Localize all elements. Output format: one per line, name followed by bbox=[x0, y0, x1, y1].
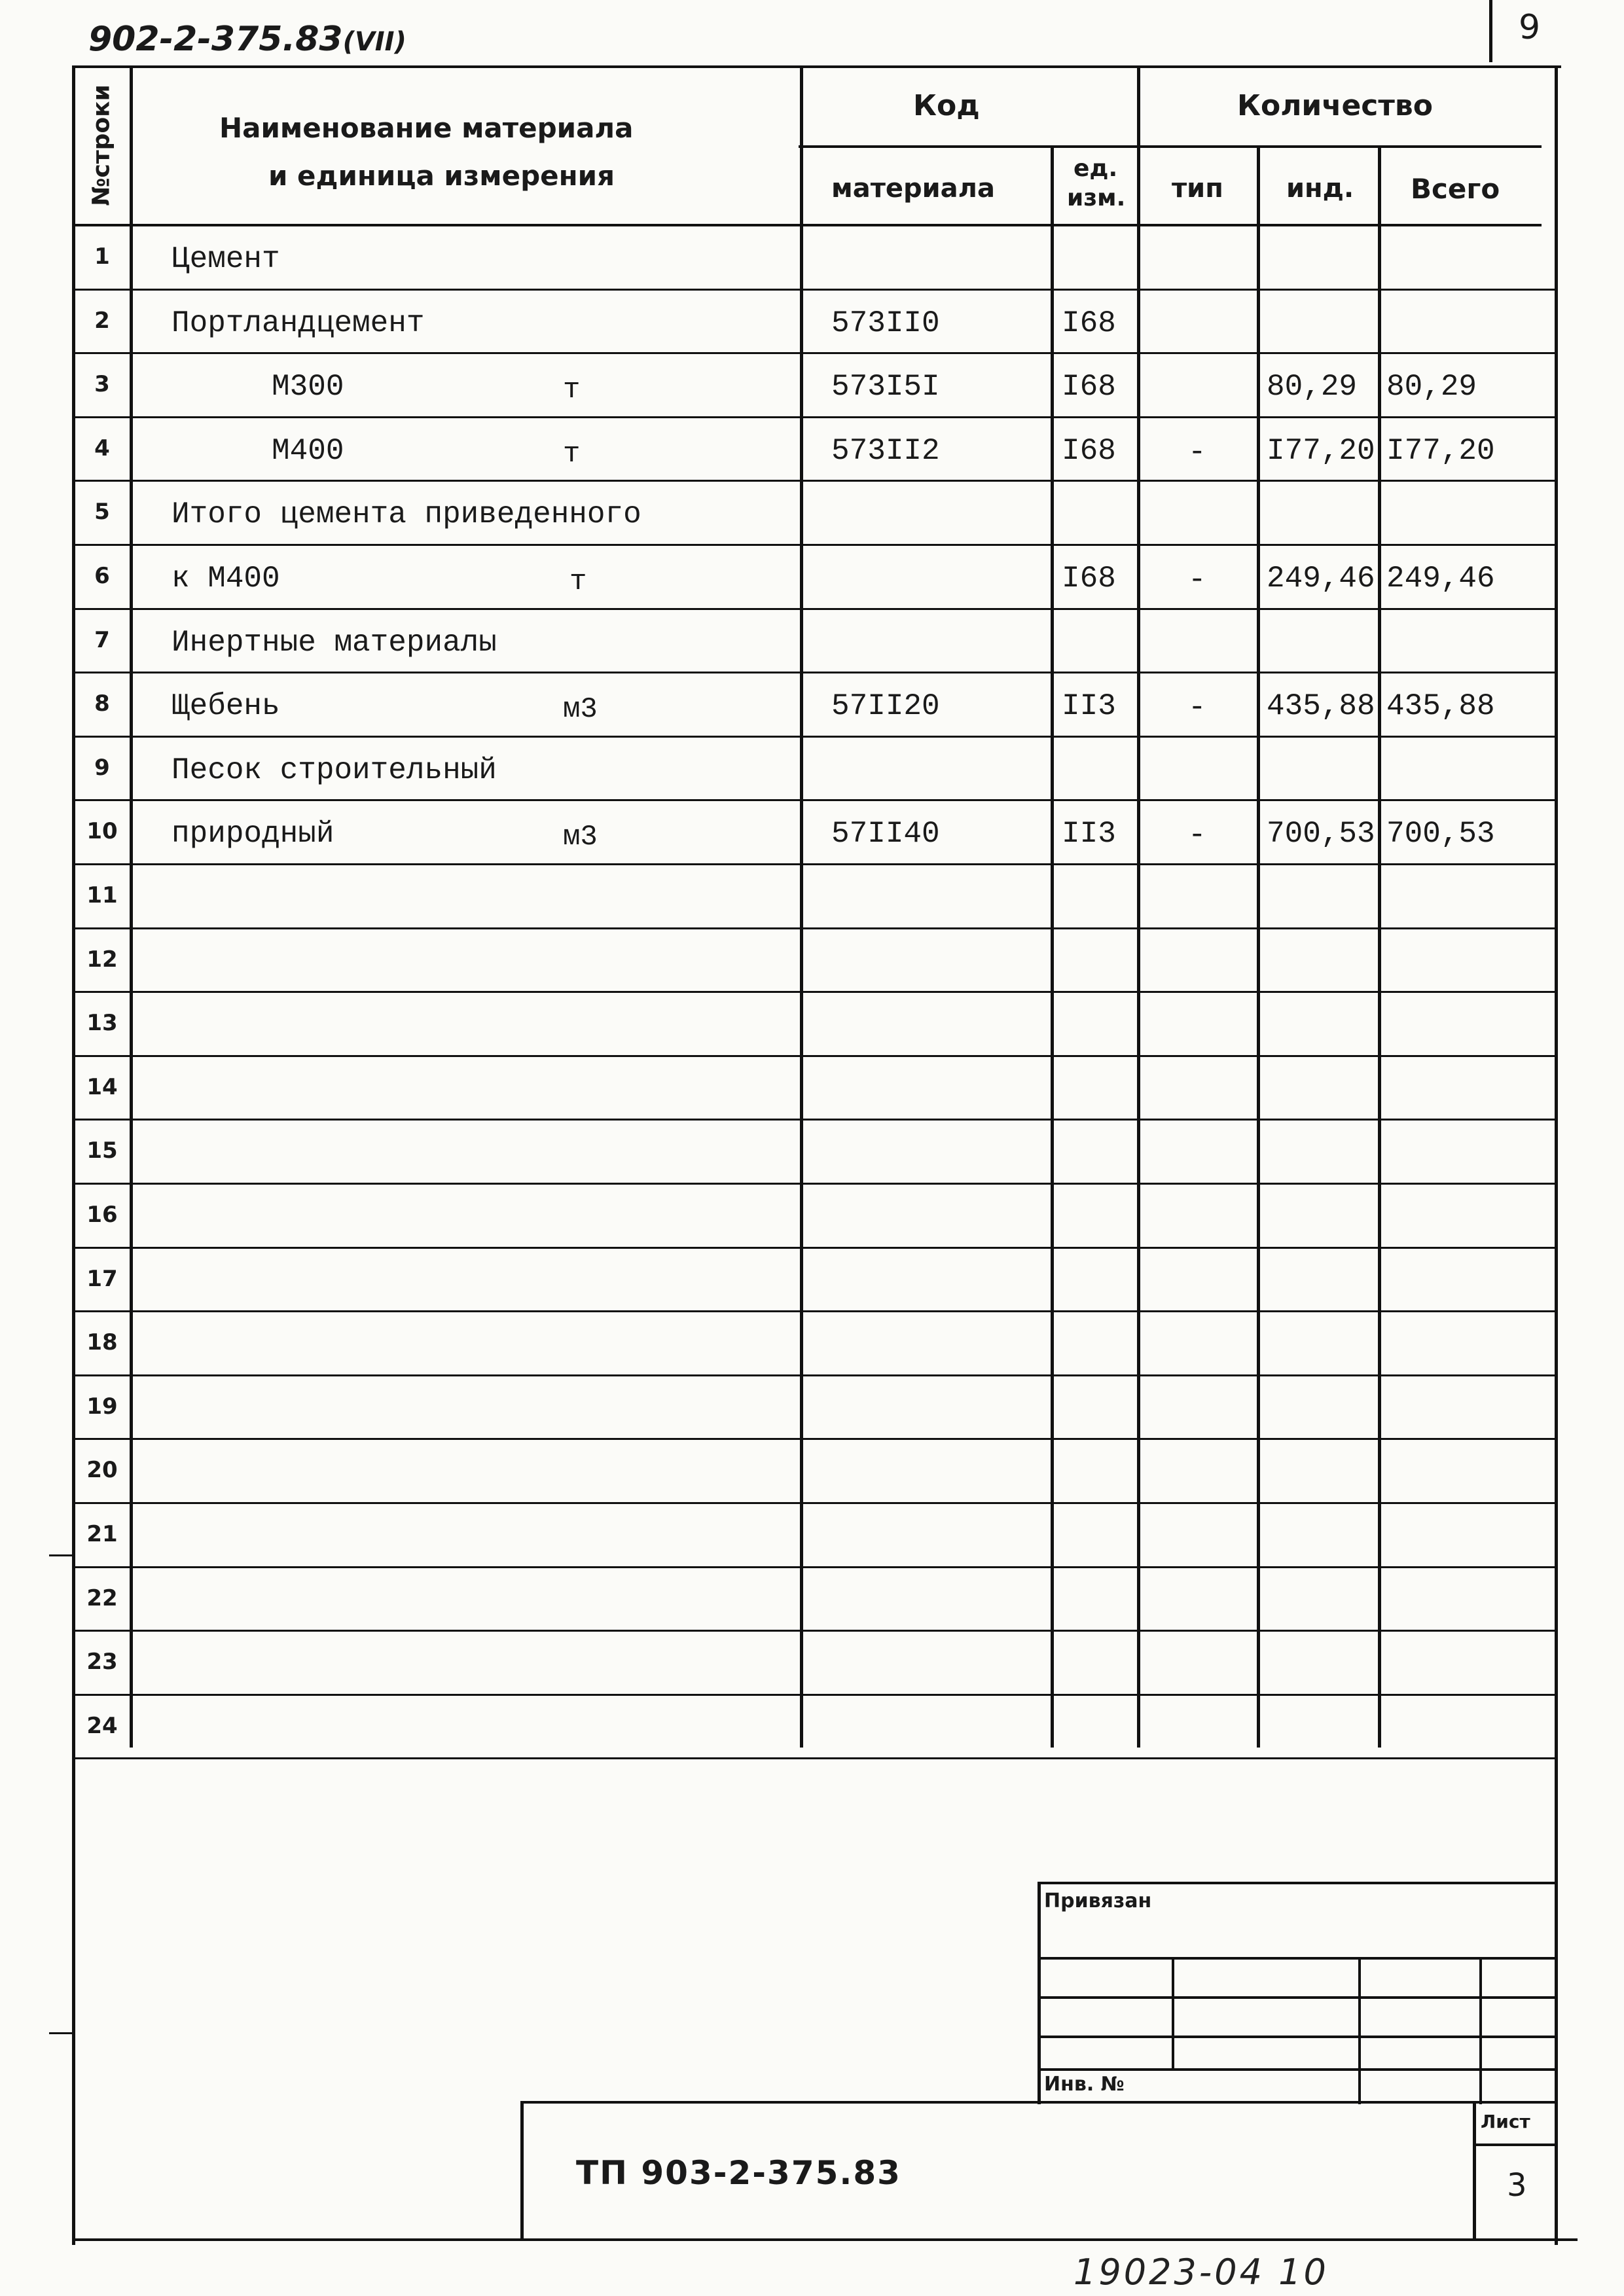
col-code-right bbox=[1051, 145, 1054, 1748]
row-divider bbox=[72, 1247, 1555, 1249]
row-number: 8 bbox=[94, 691, 110, 717]
unit-code: II3 bbox=[1062, 817, 1116, 851]
row-divider bbox=[72, 1566, 1555, 1568]
stamp-col-1 bbox=[1172, 1957, 1174, 2068]
row-divider bbox=[72, 1183, 1555, 1185]
row-divider bbox=[72, 991, 1555, 993]
unit-code: I68 bbox=[1062, 434, 1116, 468]
material-name: М400 bbox=[272, 434, 344, 468]
individual-header: инд. bbox=[1286, 173, 1354, 204]
stamp-line-2 bbox=[1038, 1996, 1555, 1999]
quantity-total: I77,20 bbox=[1386, 434, 1495, 468]
row-number: 9 bbox=[94, 755, 110, 781]
row-divider bbox=[72, 927, 1555, 929]
row-number: 19 bbox=[86, 1393, 118, 1420]
stamp-line-3 bbox=[1038, 2036, 1555, 2038]
table-left-border bbox=[72, 65, 75, 1748]
document-code bbox=[88, 20, 406, 59]
total-header: Всего bbox=[1411, 173, 1500, 205]
measurement-unit: м3 bbox=[563, 693, 598, 726]
code-header: Код bbox=[913, 89, 980, 122]
row-divider bbox=[72, 863, 1555, 865]
sheet-label: Лист bbox=[1481, 2111, 1530, 2132]
row-divider bbox=[72, 352, 1555, 354]
name-header-line1: Наименование материала bbox=[219, 112, 634, 144]
row-divider bbox=[72, 1310, 1555, 1312]
material-code: 573II2 bbox=[831, 434, 940, 468]
row-divider bbox=[72, 1374, 1555, 1376]
material-name: Песок строительный bbox=[171, 753, 497, 787]
project-title: ТП 903-2-375.83 bbox=[576, 2154, 901, 2192]
measurement-unit: т bbox=[563, 374, 581, 406]
col-type-right bbox=[1257, 145, 1260, 1748]
row-number: 5 bbox=[94, 499, 110, 525]
document-code-number: 902-2-375.83 bbox=[88, 20, 343, 59]
row-number: 21 bbox=[86, 1521, 118, 1547]
col-rownum-right bbox=[130, 65, 133, 1748]
table-right-border bbox=[1555, 65, 1558, 2245]
material-code: 57II40 bbox=[831, 817, 940, 851]
material-name: М300 bbox=[272, 370, 344, 404]
stamp-col-3 bbox=[1479, 1957, 1482, 2104]
row-number: 15 bbox=[86, 1138, 118, 1164]
sheet-cell-left bbox=[1473, 2101, 1476, 2238]
quantity-total: 80,29 bbox=[1386, 370, 1477, 404]
row-number: 3 bbox=[94, 371, 110, 397]
row-divider bbox=[72, 799, 1555, 801]
row-number: 24 bbox=[86, 1713, 118, 1739]
row-number: 14 bbox=[86, 1074, 118, 1100]
row-number: 2 bbox=[94, 308, 110, 334]
quantity-type: - bbox=[1188, 563, 1206, 597]
measurement-unit: т bbox=[563, 438, 581, 471]
measurement-unit: м3 bbox=[563, 821, 598, 853]
col-ind-right bbox=[1378, 145, 1381, 1748]
title-block-left bbox=[520, 2101, 524, 2238]
row-number: 18 bbox=[86, 1329, 118, 1355]
material-name: Итого цемента приведенного bbox=[171, 497, 641, 531]
quantity-total: 700,53 bbox=[1386, 817, 1495, 851]
row-number: 4 bbox=[94, 435, 110, 461]
row-divider bbox=[72, 608, 1555, 610]
attached-label: Привязан bbox=[1044, 1890, 1152, 1912]
stamp-col-2 bbox=[1358, 1957, 1361, 2104]
title-block-top bbox=[520, 2101, 1555, 2104]
row-number: 22 bbox=[86, 1585, 118, 1611]
material-code: 573I5I bbox=[831, 370, 940, 404]
inventory-number-label: Инв. № bbox=[1044, 2073, 1125, 2096]
row-number: 16 bbox=[86, 1202, 118, 1228]
quantity-individual: 435,88 bbox=[1267, 689, 1375, 723]
material-name: Щебень bbox=[171, 689, 280, 723]
quantity-header: Количество bbox=[1237, 89, 1433, 122]
row-number: 17 bbox=[86, 1266, 118, 1292]
stamp-top-line bbox=[1038, 1882, 1555, 1884]
quantity-type: - bbox=[1188, 691, 1206, 725]
row-divider bbox=[72, 1119, 1555, 1121]
row-number: 13 bbox=[86, 1010, 118, 1036]
lower-frame-left bbox=[72, 1748, 75, 2245]
material-name: к М400 bbox=[171, 562, 280, 596]
row-divider bbox=[72, 1757, 1555, 1759]
stamp-line-4 bbox=[1038, 2068, 1555, 2071]
row-number: 23 bbox=[86, 1649, 118, 1675]
col-unit-right bbox=[1137, 65, 1140, 1748]
unit-code: I68 bbox=[1062, 562, 1116, 596]
row-number: 20 bbox=[86, 1457, 118, 1483]
row-divider bbox=[72, 544, 1555, 546]
row-divider bbox=[72, 416, 1555, 418]
material-code: 57II20 bbox=[831, 689, 940, 723]
row-divider bbox=[72, 672, 1555, 673]
unit-code: I68 bbox=[1062, 370, 1116, 404]
quantity-individual: 80,29 bbox=[1267, 370, 1358, 404]
quantity-type: - bbox=[1188, 818, 1206, 852]
material-code: 573II0 bbox=[831, 306, 940, 340]
material-name: Портландцемент bbox=[171, 306, 425, 340]
row-divider bbox=[72, 289, 1555, 291]
quantity-total: 249,46 bbox=[1386, 562, 1495, 596]
row-number: 7 bbox=[94, 627, 110, 653]
unit-code: II3 bbox=[1062, 689, 1116, 723]
sheet-cell-divider bbox=[1473, 2144, 1555, 2146]
material-name: Цемент bbox=[171, 242, 280, 276]
footer-handwritten-note: 19023-04 10 bbox=[1074, 2251, 1329, 2293]
document-code-suffix: (VII) bbox=[342, 27, 406, 57]
unit-code-header-line1: ед. bbox=[1074, 155, 1118, 182]
row-divider bbox=[72, 1438, 1555, 1440]
stamp-line-1 bbox=[1038, 1957, 1555, 1960]
left-margin-tick-2 bbox=[49, 2032, 75, 2034]
unit-code-header-line2: изм. bbox=[1067, 185, 1126, 211]
stamp-left-border bbox=[1038, 1882, 1041, 2104]
header-bottom-line bbox=[72, 224, 1542, 226]
row-divider bbox=[72, 1630, 1555, 1632]
row-number: 1 bbox=[94, 243, 110, 270]
quantity-individual: 700,53 bbox=[1267, 817, 1375, 851]
row-number: 12 bbox=[86, 946, 118, 973]
lower-frame-bottom bbox=[72, 2238, 1578, 2241]
quantity-individual: I77,20 bbox=[1267, 434, 1375, 468]
material-code-header: материала bbox=[831, 173, 995, 204]
sheet-number: 3 bbox=[1507, 2167, 1527, 2204]
name-header-line2: и единица измерения bbox=[268, 160, 615, 192]
left-margin-tick-1 bbox=[49, 1554, 75, 1556]
measurement-unit: т bbox=[569, 565, 587, 598]
material-name: Инертные материалы bbox=[171, 626, 497, 660]
row-divider bbox=[72, 736, 1555, 738]
row-number: 6 bbox=[94, 563, 110, 589]
row-divider bbox=[72, 480, 1555, 482]
table-top-border bbox=[72, 65, 1561, 68]
row-divider bbox=[72, 1055, 1555, 1057]
col-name-right bbox=[800, 65, 803, 1748]
page-number: 9 bbox=[1519, 8, 1541, 47]
top-right-margin-line bbox=[1489, 0, 1492, 62]
type-header: тип bbox=[1172, 173, 1223, 204]
row-divider bbox=[72, 1694, 1555, 1696]
unit-code: I68 bbox=[1062, 306, 1116, 340]
row-number: 10 bbox=[86, 818, 118, 844]
quantity-type: - bbox=[1188, 435, 1206, 469]
rownum-header: №строки bbox=[88, 84, 115, 206]
quantity-total: 435,88 bbox=[1386, 689, 1495, 723]
material-name: природный bbox=[171, 817, 334, 851]
row-divider bbox=[72, 1502, 1555, 1504]
row-number: 11 bbox=[86, 882, 118, 908]
quantity-individual: 249,46 bbox=[1267, 562, 1375, 596]
header-mid-line bbox=[799, 145, 1542, 148]
